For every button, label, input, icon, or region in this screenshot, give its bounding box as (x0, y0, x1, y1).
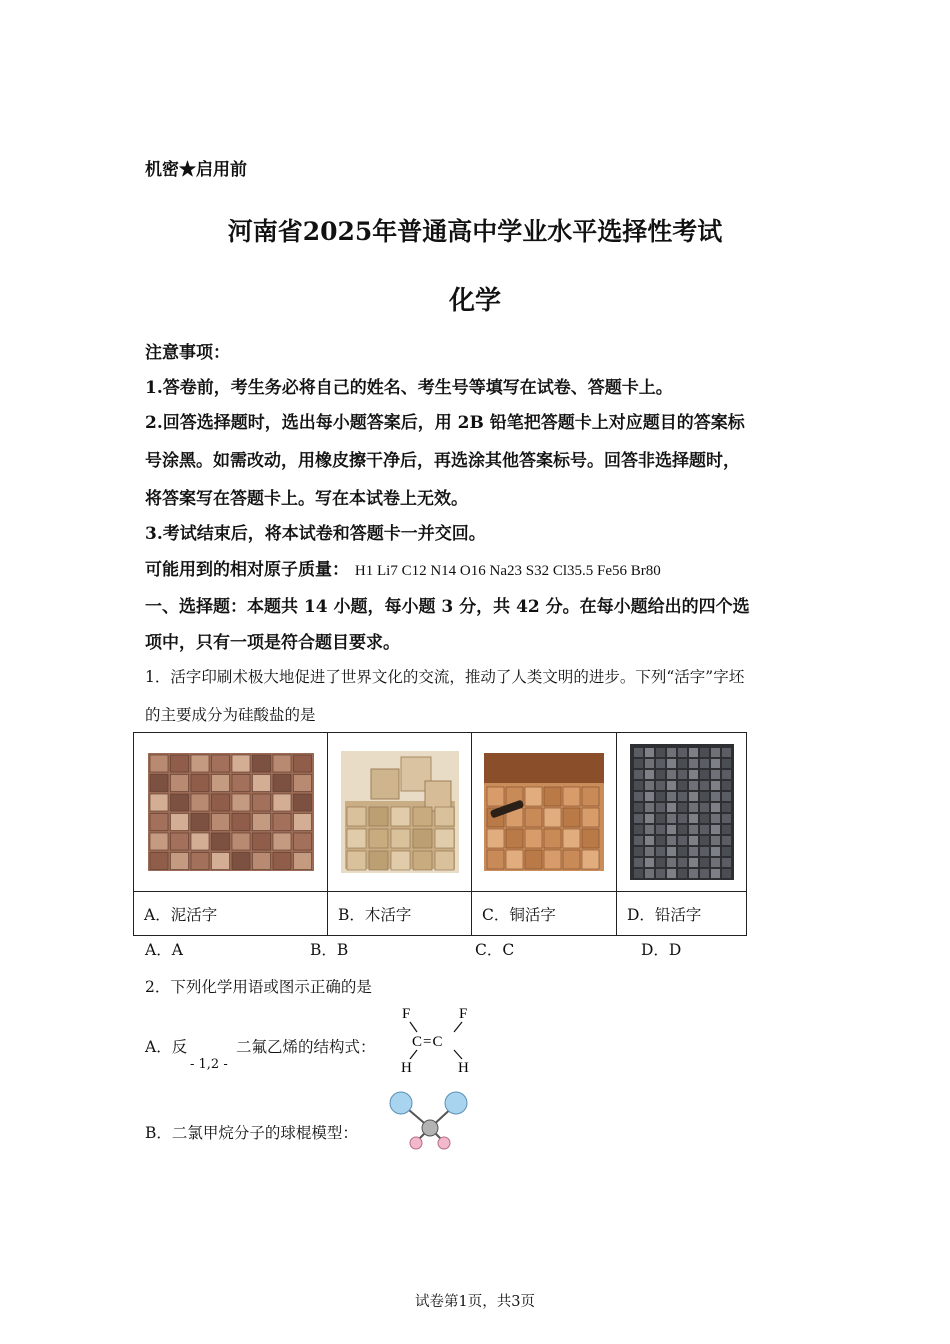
q1-option-a[interactable]: A．A (145, 941, 183, 959)
bond-f-c-left (410, 1022, 417, 1032)
clay-type-cell (134, 733, 328, 892)
table-label-c: C．铜活字 (472, 892, 617, 936)
q2-option-a-text: 二氟乙烯的结构式： (236, 1038, 376, 1056)
bond-c-h-right (454, 1050, 462, 1059)
hydrogen-atom-ball (438, 1137, 450, 1149)
question-2-stem: 2．下列化学用语或图示正确的是 (145, 978, 372, 996)
table-label-a: A．泥活字 (134, 892, 328, 936)
q2-option-a-prefix[interactable]: A．反 (145, 1038, 188, 1056)
bond-f-c-right (454, 1022, 462, 1032)
copper-type-cell (472, 733, 617, 892)
lead-type-cell (617, 733, 747, 892)
hydrogen-atom-ball (410, 1137, 422, 1149)
q2-option-a-locant: - 1,2 - (190, 1057, 228, 1072)
difluoroethene-structure (394, 1002, 476, 1076)
formula-atom-f-left: F (402, 1006, 411, 1022)
notice-item-2-line-1: 2.回答选择题时，选出每小题答案后，用 2B 铅笔把答题卡上对应题目的答案标 (145, 413, 745, 433)
confidential-mark: 机密★启用前 (145, 160, 247, 180)
notice-item-3: 3.考试结束后，将本试卷和答题卡一并交回。 (145, 524, 486, 544)
section-1-line-1: 一、选择题：本题共 14 小题，每小题 3 分，共 42 分。在每小题给出的四个选 (145, 597, 750, 617)
formula-atom-f-right: F (459, 1006, 468, 1022)
copper-type-image (484, 753, 604, 871)
dichloromethane-ball-stick-model (384, 1090, 474, 1154)
clay-type-image (148, 753, 314, 871)
question-1-line-1: 1．活字印刷术极大地促进了世界文化的交流，推动了人类文明的进步。下列“活字”字坯 (145, 668, 745, 686)
question-1-line-2: 的主要成分为硅酸盐的是 (145, 706, 316, 724)
atomic-mass-values: H1 Li7 C12 N14 O16 Na23 S32 Cl35.5 Fe56 Br80 (354, 563, 661, 579)
q1-option-c[interactable]: C．C (475, 941, 515, 959)
wood-type-image (341, 751, 459, 873)
table-label-d: D．铅活字 (617, 892, 747, 936)
lead-type-image (630, 744, 734, 880)
exam-title: 河南省2025年普通高中学业水平选择性考试 (227, 217, 723, 246)
page-footer: 试卷第1页，共3页 (415, 1294, 535, 1310)
subject-title: 化学 (448, 286, 501, 316)
section-1-line-2: 项中，只有一项是符合题目要求。 (145, 633, 400, 653)
movable-type-table (133, 732, 747, 936)
q1-option-d[interactable]: D．D (641, 941, 682, 959)
q1-option-b[interactable]: B．B (310, 941, 349, 959)
notice-item-1: 1.答卷前，考生务必将自己的姓名、考生号等填写在试卷、答题卡上。 (145, 378, 673, 398)
wood-type-cell (328, 733, 472, 892)
carbon-atom-ball (422, 1120, 438, 1136)
formula-atom-h-right: H (458, 1060, 469, 1076)
atomic-mass-line (145, 555, 661, 580)
notice-item-2-line-2: 号涂黑。如需改动，用橡皮擦干净后，再选涂其他答案标号。回答非选择题时， (145, 451, 740, 471)
formula-double-bond: C=C (412, 1034, 444, 1050)
atomic-mass-label: 可能用到的相对原子质量： (145, 560, 349, 580)
notice-item-2-line-3: 将答案写在答题卡上。写在本试卷上无效。 (145, 489, 468, 509)
notice-heading: 注意事项： (145, 343, 230, 363)
chlorine-atom-ball (390, 1092, 412, 1114)
q2-option-b-text[interactable]: B．二氯甲烷分子的球棍模型： (145, 1124, 358, 1142)
formula-atom-h-left: H (401, 1060, 412, 1076)
chlorine-atom-ball (445, 1092, 467, 1114)
bond-c-h-left (410, 1050, 417, 1059)
table-label-b: B．木活字 (328, 892, 472, 936)
